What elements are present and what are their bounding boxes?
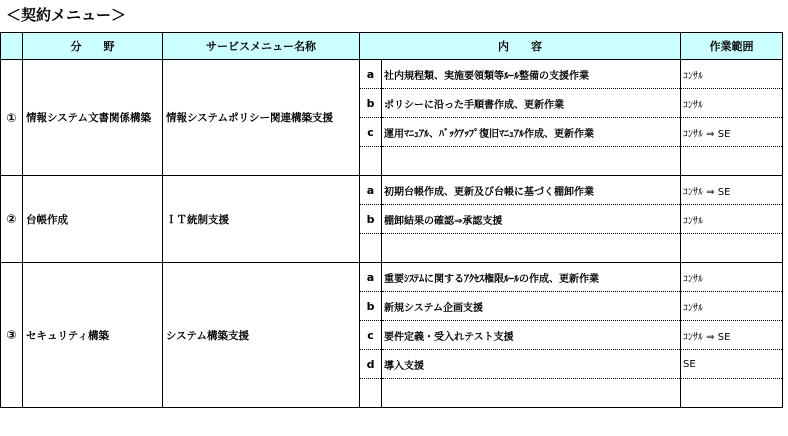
section-service-menu: 情報システムポリシー関連構築支援 bbox=[163, 60, 360, 176]
section-service-menu: システム構築支援 bbox=[163, 263, 360, 408]
header-field: 分 野 bbox=[23, 33, 163, 60]
item-scope bbox=[681, 379, 783, 408]
item-letter: d bbox=[360, 350, 382, 379]
item-scope bbox=[681, 234, 783, 263]
section-service-menu: ＩＴ統制支援 bbox=[163, 176, 360, 263]
item-scope: ｺﾝｻﾙ ⇒ SE bbox=[681, 176, 783, 205]
item-content: ポリシーに沿った手順書作成、更新作業 bbox=[382, 89, 681, 118]
item-content bbox=[382, 147, 681, 176]
item-content: 棚卸結果の確認⇒承認支援 bbox=[382, 205, 681, 234]
section-number: ② bbox=[1, 176, 23, 263]
table-row bbox=[1, 263, 783, 292]
table-row bbox=[1, 176, 783, 205]
page-title: ＜契約メニュー＞ bbox=[6, 6, 127, 24]
item-letter bbox=[360, 147, 382, 176]
header-content: 内 容 bbox=[360, 33, 681, 60]
item-content bbox=[382, 379, 681, 408]
section-field: 台帳作成 bbox=[23, 176, 163, 263]
item-letter: c bbox=[360, 321, 382, 350]
header-service: サービスメニュー名称 bbox=[163, 33, 360, 60]
item-content: 運用ﾏﾆｭｱﾙ、ﾊﾞｯｸｱｯﾌﾟ復旧ﾏﾆｭｱﾙ作成、更新作業 bbox=[382, 118, 681, 147]
item-scope bbox=[681, 147, 783, 176]
item-letter: b bbox=[360, 205, 382, 234]
item-content: 導入支援 bbox=[382, 350, 681, 379]
item-letter bbox=[360, 234, 382, 263]
item-letter: b bbox=[360, 89, 382, 118]
item-scope: ｺﾝｻﾙ ⇒ SE bbox=[681, 321, 783, 350]
item-scope: SE bbox=[681, 350, 783, 379]
item-letter: c bbox=[360, 118, 382, 147]
item-letter bbox=[360, 379, 382, 408]
header-number bbox=[1, 33, 23, 60]
section-number: ① bbox=[1, 60, 23, 176]
item-content bbox=[382, 234, 681, 263]
section-field: セキュリティ構築 bbox=[23, 263, 163, 408]
item-content: 要件定義・受入れテスト支援 bbox=[382, 321, 681, 350]
section-field: 情報システム文書関係構築 bbox=[23, 60, 163, 176]
contract-menu-table bbox=[0, 32, 783, 408]
item-letter: b bbox=[360, 292, 382, 321]
item-content: 重要ｼｽﾃﾑに関するｱｸｾｽ権限ﾙｰﾙの作成、更新作業 bbox=[382, 263, 681, 292]
header-scope: 作業範囲 bbox=[681, 33, 783, 60]
header-row bbox=[1, 33, 783, 60]
item-letter: a bbox=[360, 60, 382, 89]
item-scope: ｺﾝｻﾙ bbox=[681, 60, 783, 89]
section-number: ③ bbox=[1, 263, 23, 408]
item-scope: ｺﾝｻﾙ bbox=[681, 205, 783, 234]
table-row bbox=[1, 60, 783, 89]
item-content: 社内規程類、実施要領類等ﾙｰﾙ整備の支援作業 bbox=[382, 60, 681, 89]
item-content: 初期台帳作成、更新及び台帳に基づく棚卸作業 bbox=[382, 176, 681, 205]
item-scope: ｺﾝｻﾙ bbox=[681, 89, 783, 118]
item-scope: ｺﾝｻﾙ bbox=[681, 292, 783, 321]
item-content: 新規システム企画支援 bbox=[382, 292, 681, 321]
item-scope: ｺﾝｻﾙ ⇒ SE bbox=[681, 118, 783, 147]
item-scope: ｺﾝｻﾙ bbox=[681, 263, 783, 292]
item-letter: a bbox=[360, 263, 382, 292]
item-letter: a bbox=[360, 176, 382, 205]
